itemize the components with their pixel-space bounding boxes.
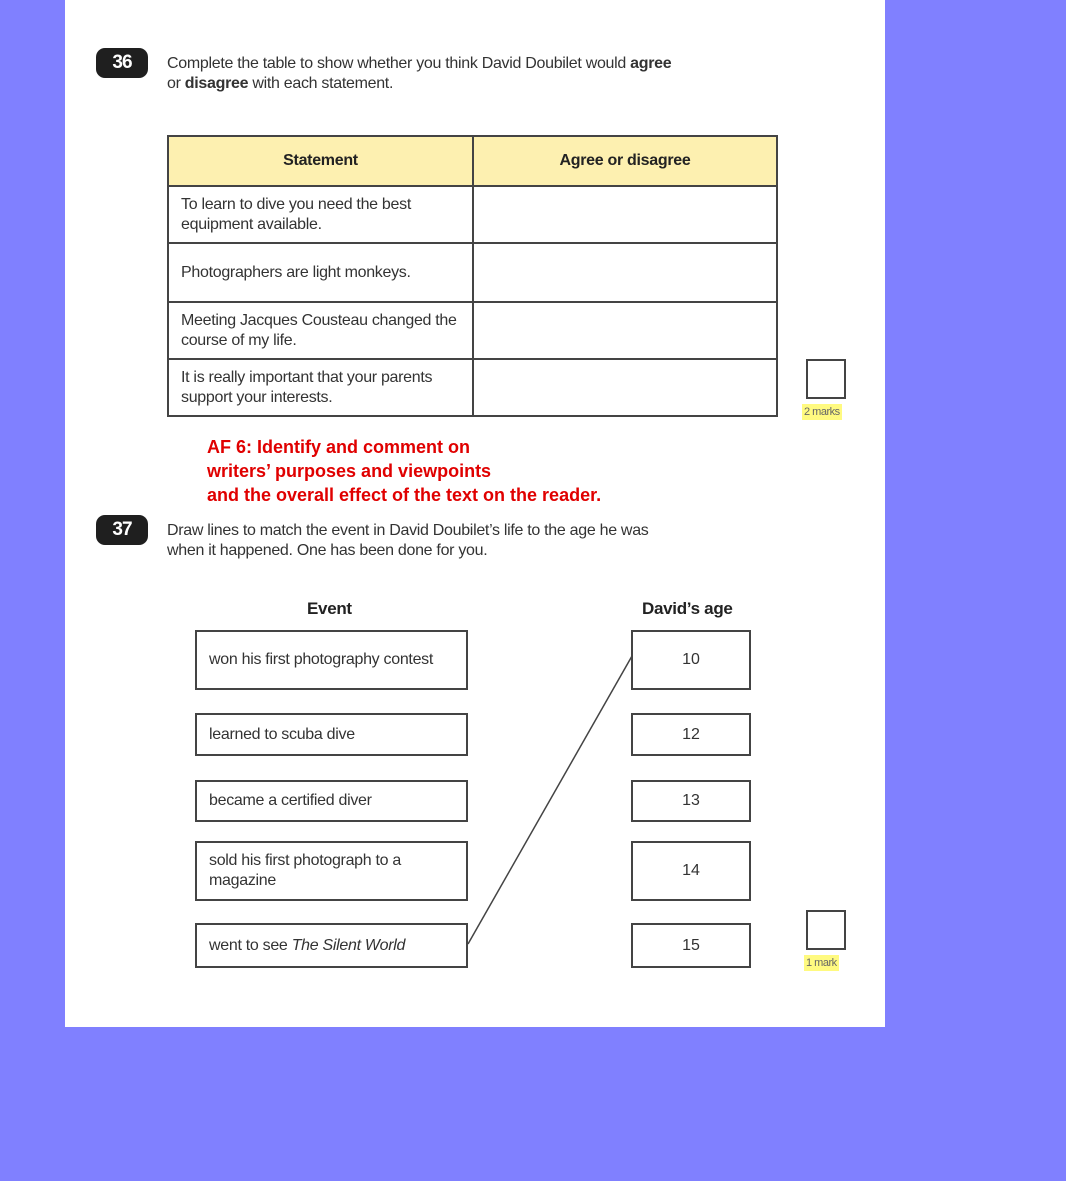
statement-cell: Meeting Jacques Cousteau changed the course of my life.: [168, 302, 473, 359]
af-line: and the overall effect of the text on the reader.: [207, 485, 602, 505]
question-number-36: 36: [96, 48, 148, 78]
age-box-14[interactable]: 14: [631, 841, 751, 901]
question-number-37: 37: [96, 515, 148, 545]
age-box-10[interactable]: 10: [631, 630, 751, 690]
match-line: [468, 656, 632, 944]
af-line: writers’ purposes and viewpoints: [207, 461, 492, 481]
agree-disagree-header: Agree or disagree: [473, 136, 777, 186]
age-box-15[interactable]: 15: [631, 923, 751, 968]
event-box-scuba[interactable]: learned to scuba dive: [195, 713, 468, 756]
event-box-certified[interactable]: became a certified diver: [195, 780, 468, 822]
statement-header: Statement: [168, 136, 473, 186]
marks-label-q37: 1 mark: [806, 957, 837, 969]
age-box-13[interactable]: 13: [631, 780, 751, 822]
statement-cell: Photographers are light monkeys.: [168, 243, 473, 302]
statement-cell: It is really important that your parents support your interests.: [168, 359, 473, 416]
question-37-instruction: Draw lines to match the event in David Doubilet’s life to the age he was when it happened. One has been done for you.: [167, 522, 649, 559]
age-box-12[interactable]: 12: [631, 713, 751, 756]
event-box-first-contest[interactable]: won his first photography contest: [195, 630, 468, 690]
question-36-instruction: Complete the table to show whether you think David Doubilet would agree or disagree with each statement.: [167, 55, 672, 92]
age-column-header: David’s age: [642, 599, 733, 618]
event-box-sold-photo[interactable]: sold his first photograph to a magazine: [195, 841, 468, 901]
marks-label-q36: 2 marks: [804, 406, 840, 418]
af-line: AF 6: Identify and comment on: [207, 437, 471, 457]
marks-box-q37[interactable]: [806, 910, 846, 950]
event-column-header: Event: [307, 599, 352, 618]
event-box-silent-world[interactable]: went to see The Silent World: [195, 923, 468, 968]
statement-cell: To learn to dive you need the best equipment available.: [168, 186, 473, 243]
